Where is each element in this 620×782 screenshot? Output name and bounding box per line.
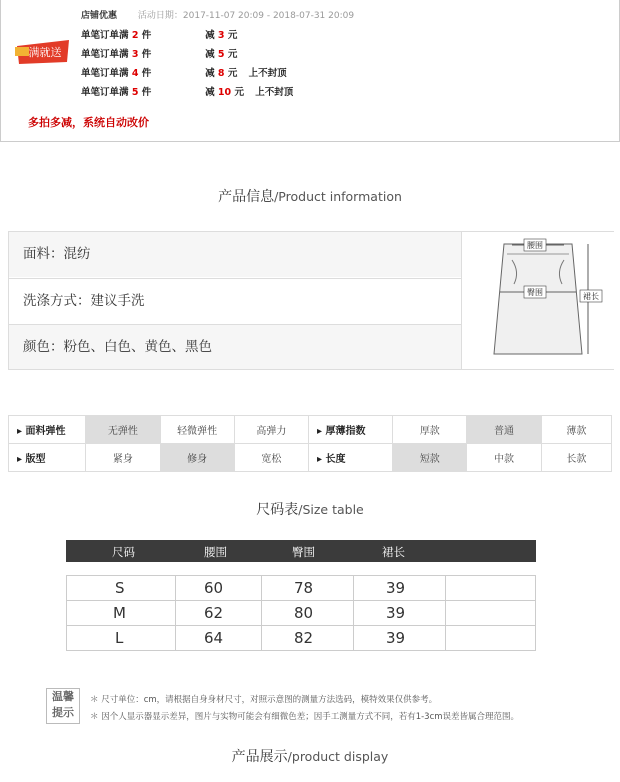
- color-row: 颜色：粉色、白色、黄色、黑色: [9, 324, 461, 369]
- length-attr-label: 长度: [325, 454, 346, 465]
- tips-badge: 温馨 提示: [46, 688, 80, 724]
- attribute-row: ▸ 面料弹性 无弹性 轻微弹性 高弹力 ▸ 厚薄指数 厚款 普通 薄款: [9, 416, 612, 444]
- elasticity-label: 面料弹性: [25, 426, 66, 437]
- size-table-title: 尺码表/Size table: [256, 502, 364, 518]
- size-table: [66, 575, 536, 651]
- attr-option: 紧身: [86, 444, 160, 472]
- product-info-title: 产品信息/Product information: [218, 189, 402, 205]
- attr-option: 薄款: [541, 416, 611, 444]
- fabric-row: 面料：混纺: [9, 232, 461, 277]
- promo-note: 多拍多减，系统自动改价: [28, 116, 149, 129]
- header-size: 尺码: [112, 545, 135, 559]
- promo-period: 活动日期：2017-11-07 20:09 - 2018-07-31 20:09: [137, 11, 355, 21]
- badge-text: 满就送: [28, 46, 62, 59]
- promo-rule: 单笔订单满 4 件 减 8 元 上不封顶: [81, 68, 287, 79]
- shop-label: 店铺优惠: [81, 11, 118, 21]
- fit-label: 版型: [25, 454, 46, 465]
- attr-option: 高弹力: [234, 416, 308, 444]
- header-hip: 臀围: [292, 545, 315, 559]
- length-label: 裙长: [583, 292, 599, 301]
- table-row: M 62 80 39: [67, 601, 535, 626]
- attribute-grid: [8, 415, 612, 472]
- attr-option: 中款: [467, 444, 541, 472]
- table-row: L 64 82 39: [67, 626, 535, 651]
- size-table-header: [66, 540, 536, 562]
- attr-option-selected: 短款: [393, 444, 467, 472]
- attr-option: 宽松: [234, 444, 308, 472]
- tip-line: ＊ 因个人显示器显示差异，图片与实物可能会有细微色差；因手工测量方式不同，若有1-3cm误差皆属合理范围。: [90, 712, 520, 722]
- attribute-row: ▸ 版型 紧身 修身 宽松 ▸ 长度 短款 中款 长款: [9, 444, 612, 472]
- header-length: 裙长: [382, 545, 405, 559]
- attr-option-selected: 普通: [467, 416, 541, 444]
- attr-option: 长款: [541, 444, 611, 472]
- thickness-label: 厚薄指数: [325, 426, 366, 437]
- promo-rule: 单笔订单满 3 件 减 5 元: [81, 49, 238, 60]
- attr-option-selected: 修身: [160, 444, 234, 472]
- product-info-panel: [8, 231, 614, 370]
- washing-row: 洗涤方式：建议手洗: [9, 278, 461, 323]
- promo-panel: [0, 0, 620, 142]
- attr-option-selected: 无弹性: [86, 416, 160, 444]
- hip-label: 臀围: [527, 288, 543, 297]
- table-row: S 60 78 39: [67, 576, 535, 601]
- promo-rule: 单笔订单满 2 件 减 3 元: [81, 30, 238, 41]
- gift-badge-icon: [15, 36, 71, 66]
- attr-option: 轻微弹性: [160, 416, 234, 444]
- waist-label: 腰围: [527, 241, 543, 250]
- skirt-measure-diagram: [461, 232, 614, 369]
- promo-header: [81, 8, 354, 21]
- attr-option: 厚款: [393, 416, 467, 444]
- header-waist: 腰围: [204, 545, 227, 559]
- tip-line: ＊ 尺寸单位：cm，请根据自身身材尺寸，对照示意图的测量方法选码，模特效果仅供参考。: [90, 695, 438, 705]
- promo-rule: 单笔订单满 5 件 减 10 元 上不封顶: [81, 87, 294, 98]
- product-display-title: 产品展示/product display: [231, 749, 389, 765]
